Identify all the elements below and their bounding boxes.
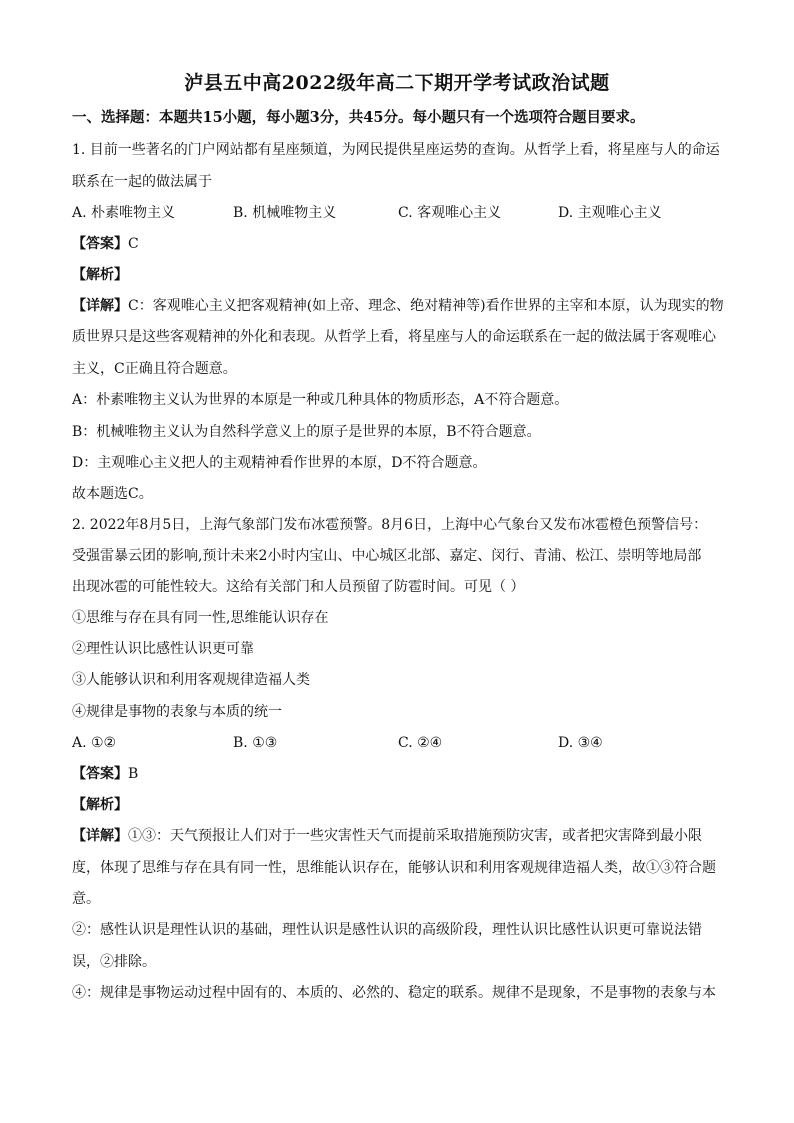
q2-option-a: A. ①② (72, 735, 117, 751)
q2-option-b: B. ①③ (233, 735, 278, 751)
q1-analysis-label: 【解析】 (72, 267, 128, 283)
q1-note-b: B：机械唯物主义认为自然科学意义上的原子是世界的本原，B不符合题意。 (72, 424, 541, 440)
q2-detail-line2: 度，体现了思维与存在具有同一性，思维能认识存在，能够认识和利用客观规律造福人类，故①③符合题 (72, 860, 716, 876)
q1-option-b: B. 机械唯物主义 (233, 205, 337, 221)
q2-detail-line3: 意。 (72, 891, 100, 907)
q1-stem-line1: 1. 目前一些著名的门户网站都有星座频道，为网民提供星座运势的查询。从哲学上看，将星座与人的命运 (72, 142, 720, 158)
q2-note2-line1: ②：感性认识是理性认识的基础，理性认识是感性认识的高级阶段，理性认识比感性认识更可靠说法错 (72, 922, 702, 938)
q1-answer-tag: 【答案】 (72, 236, 128, 252)
q2-statement-2: ②理性认识比感性认识更可靠 (72, 641, 254, 657)
q1-note-d: D：主观唯心主义把人的主观精神看作世界的本原，D不符合题意。 (72, 455, 487, 471)
q2-detail-tag: 【详解】 (72, 828, 128, 844)
q1-note-a: A：朴素唯物主义认为世界的本原是一种或几种具体的物质形态，A不符合题意。 (72, 392, 569, 408)
section-heading: 一、选择题：本题共15小题，每小题3分，共45分。每小题只有一个选项符合题目要求。 (72, 109, 645, 126)
q2-stem-line2: 受强雷暴云团的影响,预计未来2小时内宝山、中心城区北部、嘉定、闵行、青浦、松江、崇明等地局部 (72, 548, 702, 564)
q2-note4-line1: ④：规律是事物运动过程中固有的、本质的、必然的、稳定的联系。规律不是现象，不是事物的表象与本 (72, 985, 716, 1001)
q1-stem-line2: 联系在一起的做法属于 (72, 174, 212, 190)
q2-note2-line2: 误，②排除。 (72, 954, 156, 970)
q1-conclusion: 故本题选C。 (72, 486, 153, 502)
q2-stem-line3: 出现冰雹的可能性较大。这给有关部门和人员预留了防雹时间。可见（ ） (72, 579, 525, 595)
q2-option-c: C. ②④ (398, 735, 443, 751)
q2-stem-line1: 2. 2022年8月5日，上海气象部门发布冰雹预警。8月6日，上海中心气象台又发布冰雹橙色预警信号： (72, 517, 708, 533)
q2-answer-value: B (128, 766, 139, 782)
q2-statement-3: ③人能够认识和利用客观规律造福人类 (72, 672, 310, 688)
q2-option-d: D. ③④ (558, 735, 603, 751)
q1-detail-line1 (72, 296, 724, 316)
q2-analysis-tag (72, 795, 128, 815)
q2-analysis-label: 【解析】 (72, 797, 128, 813)
q2-statement-1: ①思维与存在具有同一性,思维能认识存在 (72, 610, 329, 626)
q2-answer-tag: 【答案】 (72, 766, 128, 782)
q2-detail-text1: ①③：天气预报让人们对于一些灾害性天气而提前采取措施预防灾害，或者把灾害降到最小限 (128, 828, 702, 844)
q2-detail-line1 (72, 826, 702, 846)
q1-option-a: A. 朴素唯物主义 (72, 205, 176, 221)
q2-statement-4: ④规律是事物的表象与本质的统一 (72, 704, 282, 720)
q1-option-c: C. 客观唯心主义 (398, 205, 502, 221)
q1-detail-text1: C：客观唯心主义把客观精神(如上帝、理念、绝对精神等)看作世界的主宰和本原，认为现实的物 (128, 298, 724, 314)
q2-answer-line (72, 764, 138, 784)
q1-answer-value: C (128, 236, 139, 252)
q1-analysis-tag (72, 265, 128, 285)
q1-detail-line2: 质世界只是这些客观精神的外化和表现。从哲学上看，将星座与人的命运联系在一起的做法属于客观唯心 (72, 329, 716, 345)
q1-detail-tag: 【详解】 (72, 298, 128, 314)
q1-answer-line (72, 234, 139, 254)
q1-option-d: D. 主观唯心主义 (558, 205, 662, 221)
q1-detail-line3: 主义，C正确且符合题意。 (72, 361, 237, 377)
page-title: 泸县五中高2022级年高二下期开学考试政治试题 (184, 72, 610, 94)
